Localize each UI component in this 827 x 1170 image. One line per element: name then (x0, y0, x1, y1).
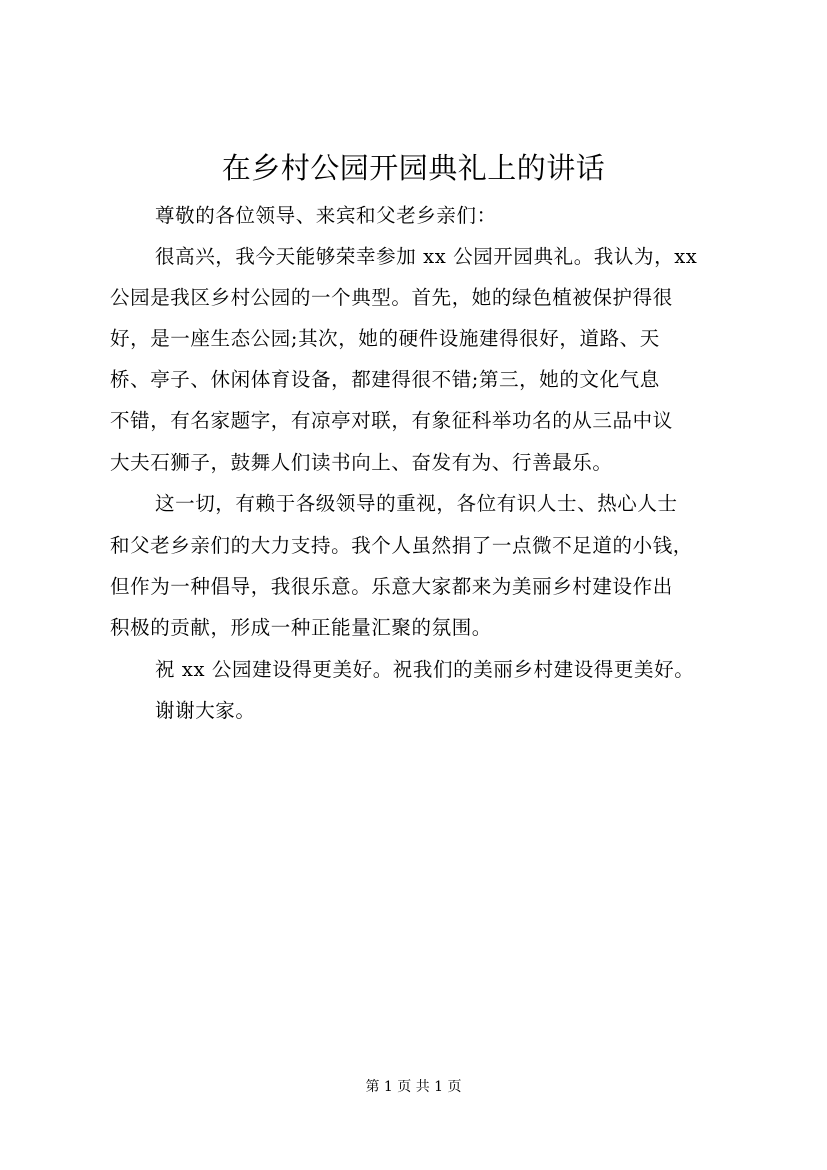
paragraph-2-line-1: 这一切，有赖于各级领导的重视，各位有识人士、热心人士 (155, 492, 678, 515)
paragraph-1-line-2: 公园是我区乡村公园的一个典型。首先，她的绿色植被保护得很 (110, 286, 673, 309)
paragraph-1-line-3: 好，是一座生态公园;其次，她的硬件设施建得很好，道路、天 (110, 327, 660, 350)
paragraph-1-line-6: 大夫石狮子，鼓舞人们读书向上、奋发有为、行善最乐。 (110, 451, 613, 474)
paragraph-1-line-1: 很高兴，我今天能够荣幸参加 xx 公园开园典礼。我认为，xx (155, 245, 698, 268)
salutation-line: 尊敬的各位领导、来宾和父老乡亲们： (155, 204, 497, 227)
paragraph-2-line-4: 积极的贡献，形成一种正能量汇聚的氛围。 (110, 616, 492, 639)
paragraph-2-line-2: 和父老乡亲们的大力支持。我个人虽然捐了一点微不足道的小钱， (110, 534, 693, 557)
page-footer: 第 1 页 共 1 页 (365, 1079, 462, 1095)
document-title: 在乡村公园开园典礼上的讲话 (221, 151, 606, 185)
paragraph-2-line-3: 但作为一种倡导，我很乐意。乐意大家都来为美丽乡村建设作出 (110, 575, 673, 598)
paragraph-1-line-5: 不错，有名家题字，有凉亭对联，有象征科举功名的从三品中议 (110, 409, 673, 432)
paragraph-3-line-1: 祝 xx 公园建设得更美好。祝我们的美丽乡村建设得更美好。 (155, 658, 695, 681)
closing-line: 谢谢大家。 (155, 699, 256, 722)
paragraph-1-line-4: 桥、亭子、休闲体育设备，都建得很不错;第三，她的文化气息 (110, 368, 660, 391)
